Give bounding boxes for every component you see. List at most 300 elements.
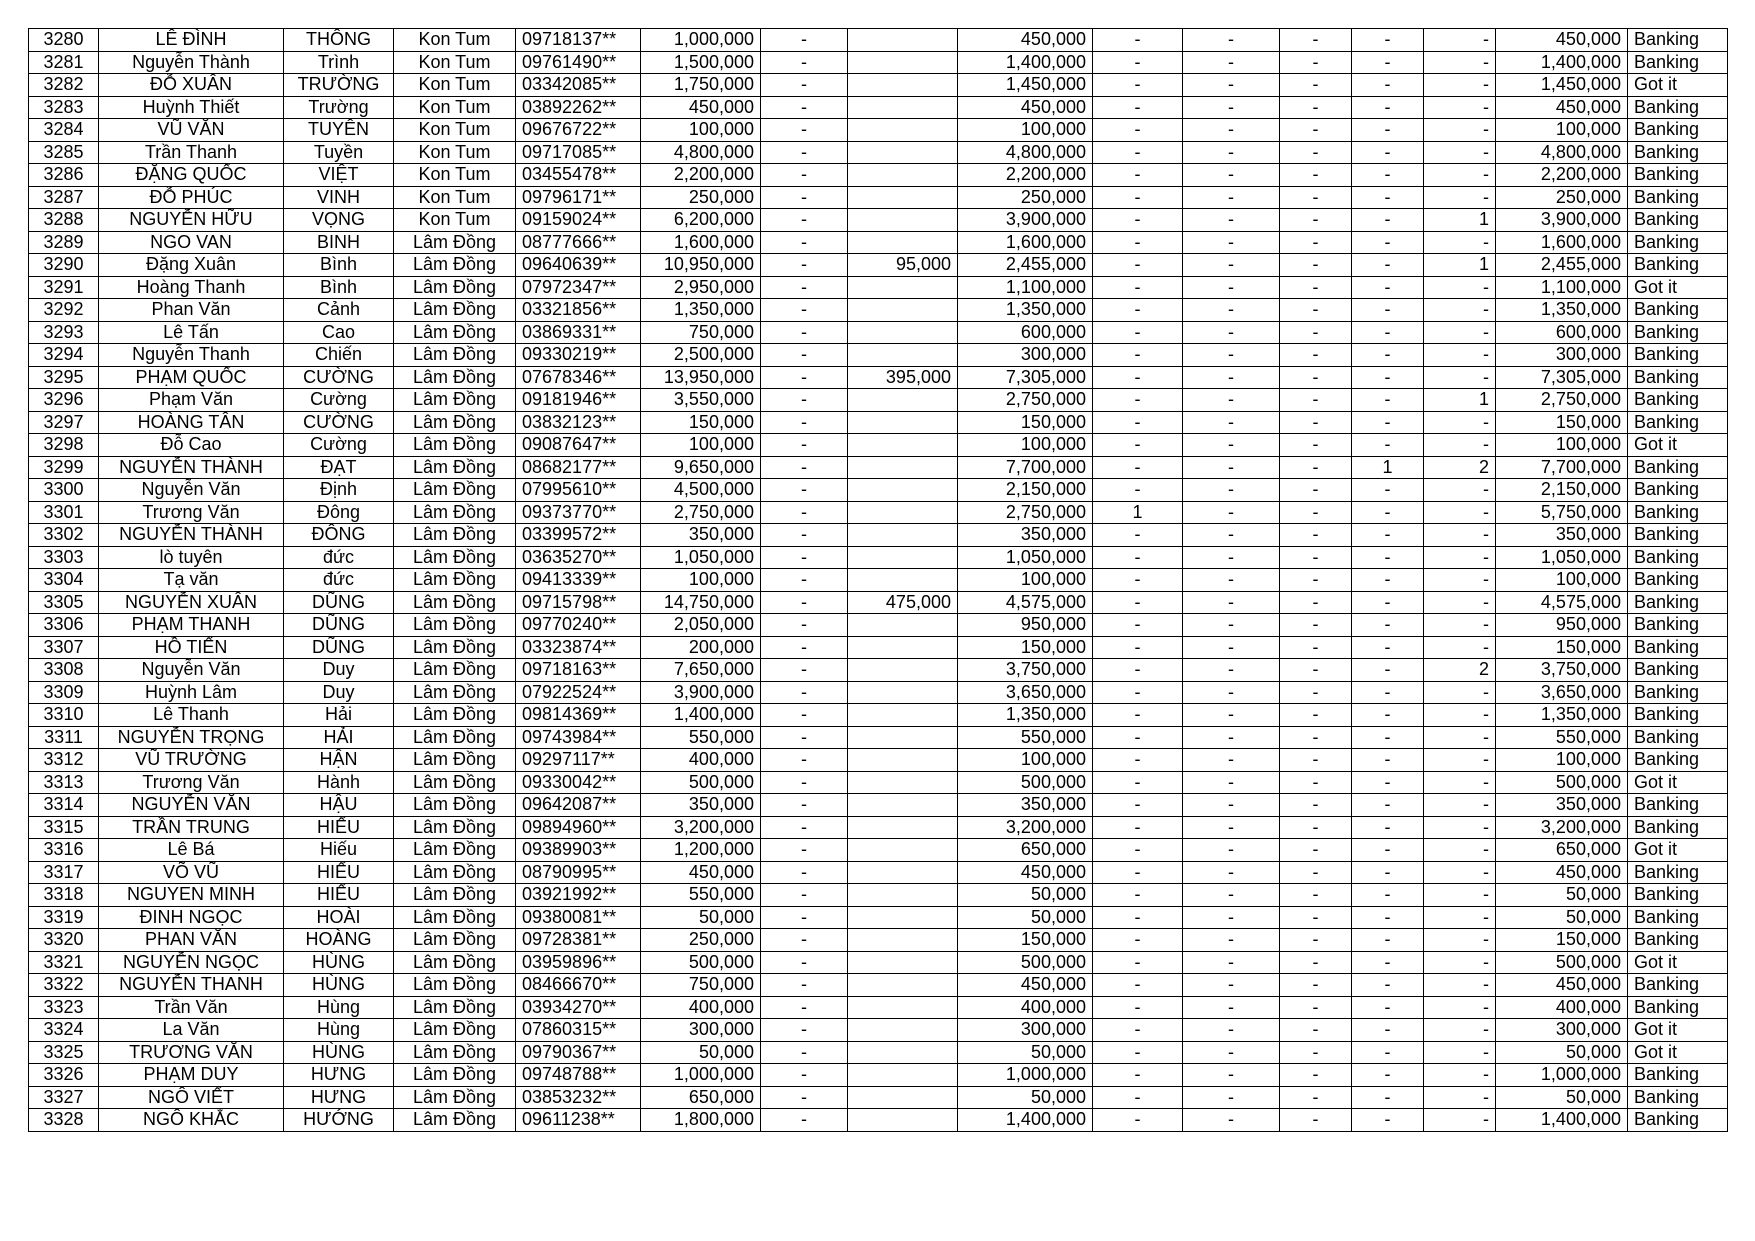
amount-dash-cell: - [761, 276, 848, 299]
payment-method-cell: Banking [1628, 186, 1728, 209]
count-col-5-cell: - [1424, 524, 1496, 547]
phone-number-cell: 03832123** [516, 411, 641, 434]
table-row [29, 434, 1728, 457]
first-name-cell: Cường [284, 389, 394, 412]
row-number-cell: 3325 [29, 1041, 99, 1064]
amount-total-cell: 100,000 [641, 434, 761, 457]
amount-dash-cell: - [761, 816, 848, 839]
table-row [29, 164, 1728, 187]
phone-number-cell: 09790367** [516, 1041, 641, 1064]
count-col-1-cell: - [1093, 321, 1183, 344]
amount-dash-cell: - [761, 704, 848, 727]
amount-extra-cell [848, 524, 958, 547]
province-cell: Lâm Đồng [394, 456, 516, 479]
count-col-5-cell: - [1424, 884, 1496, 907]
amount-total-cell: 200,000 [641, 636, 761, 659]
province-cell: Lâm Đồng [394, 299, 516, 322]
amount-extra-cell [848, 299, 958, 322]
count-col-2-cell: - [1183, 501, 1280, 524]
count-col-2-cell: - [1183, 569, 1280, 592]
amount-dash-cell: - [761, 636, 848, 659]
row-number-cell: 3295 [29, 366, 99, 389]
amount-paid-cell: 50,000 [958, 906, 1093, 929]
count-col-5-cell: - [1424, 1019, 1496, 1042]
count-col-1-cell: - [1093, 209, 1183, 232]
count-col-1-cell: - [1093, 929, 1183, 952]
amount-extra-cell [848, 411, 958, 434]
count-col-2-cell: - [1183, 659, 1280, 682]
first-name-cell: Đông [284, 501, 394, 524]
count-col-4-cell: - [1352, 1041, 1424, 1064]
table-row [29, 929, 1728, 952]
table-row [29, 839, 1728, 862]
first-name-cell: HÙNG [284, 951, 394, 974]
amount-dash-cell: - [761, 1064, 848, 1087]
amount-total-cell: 2,050,000 [641, 614, 761, 637]
province-cell: Lâm Đồng [394, 681, 516, 704]
count-col-5-cell: 2 [1424, 456, 1496, 479]
count-col-3-cell: - [1280, 771, 1352, 794]
amount-final-cell: 2,455,000 [1496, 254, 1628, 277]
payment-method-cell: Banking [1628, 636, 1728, 659]
last-middle-name-cell: Trần Văn [99, 996, 284, 1019]
amount-total-cell: 400,000 [641, 749, 761, 772]
last-middle-name-cell: Lê Thanh [99, 704, 284, 727]
table-row [29, 231, 1728, 254]
count-col-5-cell: - [1424, 839, 1496, 862]
amount-final-cell: 50,000 [1496, 906, 1628, 929]
count-col-2-cell: - [1183, 276, 1280, 299]
amount-paid-cell: 50,000 [958, 1041, 1093, 1064]
amount-dash-cell: - [761, 569, 848, 592]
count-col-1-cell: - [1093, 1064, 1183, 1087]
count-col-5-cell: - [1424, 1109, 1496, 1132]
amount-paid-cell: 100,000 [958, 434, 1093, 457]
province-cell: Lâm Đồng [394, 1086, 516, 1109]
first-name-cell: VIỆT [284, 164, 394, 187]
count-col-3-cell: - [1280, 186, 1352, 209]
count-col-1-cell: - [1093, 771, 1183, 794]
last-middle-name-cell: Nguyễn Thành [99, 51, 284, 74]
count-col-3-cell: - [1280, 141, 1352, 164]
count-col-2-cell: - [1183, 974, 1280, 997]
amount-final-cell: 400,000 [1496, 996, 1628, 1019]
amount-total-cell: 1,800,000 [641, 1109, 761, 1132]
amount-dash-cell: - [761, 681, 848, 704]
count-col-3-cell: - [1280, 906, 1352, 929]
table-row [29, 276, 1728, 299]
last-middle-name-cell: Hoàng Thanh [99, 276, 284, 299]
amount-paid-cell: 450,000 [958, 861, 1093, 884]
table-row [29, 1109, 1728, 1132]
phone-number-cell: 09611238** [516, 1109, 641, 1132]
table-row [29, 1041, 1728, 1064]
count-col-5-cell: - [1424, 974, 1496, 997]
count-col-5-cell: - [1424, 74, 1496, 97]
count-col-5-cell: - [1424, 344, 1496, 367]
count-col-4-cell: - [1352, 906, 1424, 929]
count-col-4-cell: - [1352, 1064, 1424, 1087]
amount-total-cell: 2,500,000 [641, 344, 761, 367]
count-col-2-cell: - [1183, 1109, 1280, 1132]
count-col-2-cell: - [1183, 51, 1280, 74]
last-middle-name-cell: Huỳnh Thiết [99, 96, 284, 119]
count-col-1-cell: - [1093, 186, 1183, 209]
province-cell: Lâm Đồng [394, 411, 516, 434]
amount-final-cell: 1,600,000 [1496, 231, 1628, 254]
payment-method-cell: Banking [1628, 344, 1728, 367]
amount-final-cell: 550,000 [1496, 726, 1628, 749]
amount-total-cell: 3,550,000 [641, 389, 761, 412]
row-number-cell: 3317 [29, 861, 99, 884]
amount-total-cell: 150,000 [641, 411, 761, 434]
province-cell: Kon Tum [394, 29, 516, 52]
payment-method-cell: Banking [1628, 209, 1728, 232]
table-row [29, 996, 1728, 1019]
count-col-4-cell: - [1352, 209, 1424, 232]
count-col-1-cell: - [1093, 951, 1183, 974]
amount-extra-cell: 95,000 [848, 254, 958, 277]
amount-total-cell: 1,400,000 [641, 704, 761, 727]
count-col-3-cell: - [1280, 951, 1352, 974]
amount-final-cell: 1,000,000 [1496, 1064, 1628, 1087]
table-row [29, 906, 1728, 929]
count-col-2-cell: - [1183, 96, 1280, 119]
count-col-2-cell: - [1183, 231, 1280, 254]
amount-total-cell: 1,600,000 [641, 231, 761, 254]
last-middle-name-cell: PHẠM THANH [99, 614, 284, 637]
table-row [29, 974, 1728, 997]
amount-paid-cell: 4,800,000 [958, 141, 1093, 164]
count-col-3-cell: - [1280, 479, 1352, 502]
amount-dash-cell: - [761, 231, 848, 254]
amount-paid-cell: 350,000 [958, 794, 1093, 817]
amount-paid-cell: 1,350,000 [958, 704, 1093, 727]
row-number-cell: 3322 [29, 974, 99, 997]
first-name-cell: ĐÔNG [284, 524, 394, 547]
count-col-5-cell: - [1424, 591, 1496, 614]
row-number-cell: 3294 [29, 344, 99, 367]
count-col-3-cell: - [1280, 681, 1352, 704]
count-col-3-cell: - [1280, 839, 1352, 862]
province-cell: Lâm Đồng [394, 704, 516, 727]
table-row [29, 344, 1728, 367]
count-col-3-cell: - [1280, 456, 1352, 479]
last-middle-name-cell: ĐINH NGỌC [99, 906, 284, 929]
province-cell: Lâm Đồng [394, 254, 516, 277]
amount-total-cell: 1,000,000 [641, 1064, 761, 1087]
count-col-4-cell: - [1352, 366, 1424, 389]
phone-number-cell: 09642087** [516, 794, 641, 817]
amount-paid-cell: 4,575,000 [958, 591, 1093, 614]
count-col-5-cell: - [1424, 479, 1496, 502]
payment-method-cell: Banking [1628, 929, 1728, 952]
count-col-4-cell: - [1352, 1109, 1424, 1132]
amount-dash-cell: - [761, 546, 848, 569]
payment-method-cell: Got it [1628, 74, 1728, 97]
province-cell: Lâm Đồng [394, 771, 516, 794]
amount-dash-cell: - [761, 839, 848, 862]
payment-method-cell: Banking [1628, 884, 1728, 907]
amount-total-cell: 13,950,000 [641, 366, 761, 389]
amount-dash-cell: - [761, 141, 848, 164]
amount-dash-cell: - [761, 659, 848, 682]
row-number-cell: 3288 [29, 209, 99, 232]
last-middle-name-cell: TRẦN TRUNG [99, 816, 284, 839]
amount-paid-cell: 1,050,000 [958, 546, 1093, 569]
last-middle-name-cell: ĐỖ PHÚC [99, 186, 284, 209]
payment-method-cell: Banking [1628, 389, 1728, 412]
count-col-3-cell: - [1280, 569, 1352, 592]
amount-paid-cell: 3,900,000 [958, 209, 1093, 232]
row-number-cell: 3310 [29, 704, 99, 727]
count-col-5-cell: - [1424, 231, 1496, 254]
count-col-1-cell: - [1093, 96, 1183, 119]
count-col-1-cell: - [1093, 1109, 1183, 1132]
amount-paid-cell: 350,000 [958, 524, 1093, 547]
amount-paid-cell: 300,000 [958, 344, 1093, 367]
count-col-5-cell: - [1424, 704, 1496, 727]
count-col-2-cell: - [1183, 164, 1280, 187]
last-middle-name-cell: La Văn [99, 1019, 284, 1042]
count-col-2-cell: - [1183, 366, 1280, 389]
amount-dash-cell: - [761, 254, 848, 277]
last-middle-name-cell: PHAN VĂN [99, 929, 284, 952]
count-col-4-cell: - [1352, 614, 1424, 637]
amount-paid-cell: 100,000 [958, 749, 1093, 772]
count-col-2-cell: - [1183, 704, 1280, 727]
amount-extra-cell [848, 164, 958, 187]
amount-final-cell: 150,000 [1496, 929, 1628, 952]
count-col-4-cell: - [1352, 389, 1424, 412]
phone-number-cell: 09718137** [516, 29, 641, 52]
amount-dash-cell: - [761, 321, 848, 344]
count-col-3-cell: - [1280, 929, 1352, 952]
amount-dash-cell: - [761, 299, 848, 322]
province-cell: Lâm Đồng [394, 839, 516, 862]
amount-paid-cell: 150,000 [958, 411, 1093, 434]
phone-number-cell: 09389903** [516, 839, 641, 862]
last-middle-name-cell: Phạm Văn [99, 389, 284, 412]
first-name-cell: HẬU [284, 794, 394, 817]
table-row [29, 141, 1728, 164]
province-cell: Lâm Đồng [394, 951, 516, 974]
amount-dash-cell: - [761, 434, 848, 457]
count-col-4-cell: - [1352, 164, 1424, 187]
payment-method-cell: Banking [1628, 569, 1728, 592]
amount-total-cell: 1,750,000 [641, 74, 761, 97]
amount-final-cell: 950,000 [1496, 614, 1628, 637]
amount-extra-cell [848, 816, 958, 839]
count-col-3-cell: - [1280, 794, 1352, 817]
amount-final-cell: 150,000 [1496, 411, 1628, 434]
count-col-5-cell: - [1424, 411, 1496, 434]
row-number-cell: 3289 [29, 231, 99, 254]
count-col-4-cell: - [1352, 74, 1424, 97]
amount-total-cell: 650,000 [641, 1086, 761, 1109]
count-col-5-cell: - [1424, 299, 1496, 322]
last-middle-name-cell: Trương Văn [99, 501, 284, 524]
amount-extra-cell [848, 1109, 958, 1132]
amount-final-cell: 7,700,000 [1496, 456, 1628, 479]
count-col-2-cell: - [1183, 411, 1280, 434]
amount-total-cell: 400,000 [641, 996, 761, 1019]
count-col-2-cell: - [1183, 951, 1280, 974]
last-middle-name-cell: NGUYEN MINH [99, 884, 284, 907]
amount-final-cell: 150,000 [1496, 636, 1628, 659]
amount-dash-cell: - [761, 29, 848, 52]
amount-paid-cell: 1,400,000 [958, 51, 1093, 74]
amount-total-cell: 250,000 [641, 186, 761, 209]
phone-number-cell: 09413339** [516, 569, 641, 592]
count-col-4-cell: - [1352, 591, 1424, 614]
row-number-cell: 3292 [29, 299, 99, 322]
amount-dash-cell: - [761, 726, 848, 749]
last-middle-name-cell: Trương Văn [99, 771, 284, 794]
count-col-3-cell: - [1280, 231, 1352, 254]
row-number-cell: 3321 [29, 951, 99, 974]
amount-dash-cell: - [761, 344, 848, 367]
province-cell: Lâm Đồng [394, 884, 516, 907]
table-row [29, 209, 1728, 232]
province-cell: Lâm Đồng [394, 929, 516, 952]
count-col-1-cell: - [1093, 636, 1183, 659]
first-name-cell: Duy [284, 659, 394, 682]
last-middle-name-cell: Nguyễn Văn [99, 659, 284, 682]
count-col-1-cell: 1 [1093, 501, 1183, 524]
amount-final-cell: 50,000 [1496, 1086, 1628, 1109]
table-row [29, 51, 1728, 74]
count-col-4-cell: - [1352, 726, 1424, 749]
last-middle-name-cell: HỒ TIẾN [99, 636, 284, 659]
count-col-1-cell: - [1093, 299, 1183, 322]
amount-dash-cell: - [761, 389, 848, 412]
table-row [29, 816, 1728, 839]
amount-extra-cell [848, 119, 958, 142]
last-middle-name-cell: VŨ VĂN [99, 119, 284, 142]
phone-number-cell: 07922524** [516, 681, 641, 704]
count-col-5-cell: 1 [1424, 209, 1496, 232]
payment-method-cell: Banking [1628, 659, 1728, 682]
amount-dash-cell: - [761, 996, 848, 1019]
phone-number-cell: 09181946** [516, 389, 641, 412]
phone-number-cell: 09640639** [516, 254, 641, 277]
province-cell: Lâm Đồng [394, 569, 516, 592]
data-table [28, 28, 1728, 1132]
count-col-4-cell: - [1352, 321, 1424, 344]
amount-dash-cell: - [761, 524, 848, 547]
amount-final-cell: 100,000 [1496, 119, 1628, 142]
province-cell: Lâm Đồng [394, 816, 516, 839]
count-col-1-cell: - [1093, 614, 1183, 637]
amount-final-cell: 450,000 [1496, 96, 1628, 119]
row-number-cell: 3326 [29, 1064, 99, 1087]
row-number-cell: 3308 [29, 659, 99, 682]
amount-total-cell: 4,800,000 [641, 141, 761, 164]
phone-number-cell: 09728381** [516, 929, 641, 952]
count-col-3-cell: - [1280, 996, 1352, 1019]
last-middle-name-cell: NGUYỄN XUÂN [99, 591, 284, 614]
last-middle-name-cell: NGUYỄN THÀNH [99, 456, 284, 479]
count-col-5-cell: - [1424, 434, 1496, 457]
count-col-3-cell: - [1280, 861, 1352, 884]
count-col-5-cell: - [1424, 276, 1496, 299]
amount-dash-cell: - [761, 614, 848, 637]
province-cell: Lâm Đồng [394, 1019, 516, 1042]
province-cell: Lâm Đồng [394, 344, 516, 367]
count-col-1-cell: - [1093, 164, 1183, 187]
payment-method-cell: Banking [1628, 456, 1728, 479]
count-col-3-cell: - [1280, 636, 1352, 659]
table-row [29, 186, 1728, 209]
first-name-cell: HIẾU [284, 884, 394, 907]
amount-dash-cell: - [761, 1086, 848, 1109]
amount-extra-cell [848, 794, 958, 817]
amount-extra-cell [848, 479, 958, 502]
amount-extra-cell [848, 884, 958, 907]
amount-final-cell: 3,200,000 [1496, 816, 1628, 839]
count-col-4-cell: - [1352, 51, 1424, 74]
phone-number-cell: 09718163** [516, 659, 641, 682]
row-number-cell: 3283 [29, 96, 99, 119]
province-cell: Lâm Đồng [394, 546, 516, 569]
payment-method-cell: Banking [1628, 726, 1728, 749]
amount-final-cell: 650,000 [1496, 839, 1628, 862]
amount-extra-cell [848, 74, 958, 97]
count-col-2-cell: - [1183, 861, 1280, 884]
province-cell: Lâm Đồng [394, 906, 516, 929]
amount-paid-cell: 1,000,000 [958, 1064, 1093, 1087]
amount-extra-cell [848, 681, 958, 704]
last-middle-name-cell: lò tuyên [99, 546, 284, 569]
count-col-5-cell: 2 [1424, 659, 1496, 682]
amount-extra-cell [848, 456, 958, 479]
table-row [29, 1019, 1728, 1042]
count-col-3-cell: - [1280, 366, 1352, 389]
count-col-4-cell: - [1352, 231, 1424, 254]
row-number-cell: 3293 [29, 321, 99, 344]
count-col-5-cell: - [1424, 681, 1496, 704]
row-number-cell: 3280 [29, 29, 99, 52]
payment-method-cell: Banking [1628, 591, 1728, 614]
payment-method-cell: Banking [1628, 164, 1728, 187]
amount-final-cell: 2,200,000 [1496, 164, 1628, 187]
table-row [29, 951, 1728, 974]
amount-final-cell: 50,000 [1496, 884, 1628, 907]
table-row [29, 569, 1728, 592]
row-number-cell: 3320 [29, 929, 99, 952]
amount-final-cell: 2,750,000 [1496, 389, 1628, 412]
count-col-1-cell: - [1093, 119, 1183, 142]
amount-total-cell: 50,000 [641, 906, 761, 929]
count-col-3-cell: - [1280, 96, 1352, 119]
count-col-3-cell: - [1280, 74, 1352, 97]
province-cell: Kon Tum [394, 186, 516, 209]
row-number-cell: 3306 [29, 614, 99, 637]
count-col-1-cell: - [1093, 389, 1183, 412]
province-cell: Lâm Đồng [394, 366, 516, 389]
count-col-3-cell: - [1280, 164, 1352, 187]
amount-final-cell: 100,000 [1496, 569, 1628, 592]
amount-paid-cell: 1,450,000 [958, 74, 1093, 97]
count-col-1-cell: - [1093, 996, 1183, 1019]
count-col-3-cell: - [1280, 1064, 1352, 1087]
province-cell: Lâm Đồng [394, 659, 516, 682]
count-col-2-cell: - [1183, 1064, 1280, 1087]
last-middle-name-cell: NGUYỄN THANH [99, 974, 284, 997]
count-col-4-cell: - [1352, 411, 1424, 434]
last-middle-name-cell: HOÀNG TÂN [99, 411, 284, 434]
